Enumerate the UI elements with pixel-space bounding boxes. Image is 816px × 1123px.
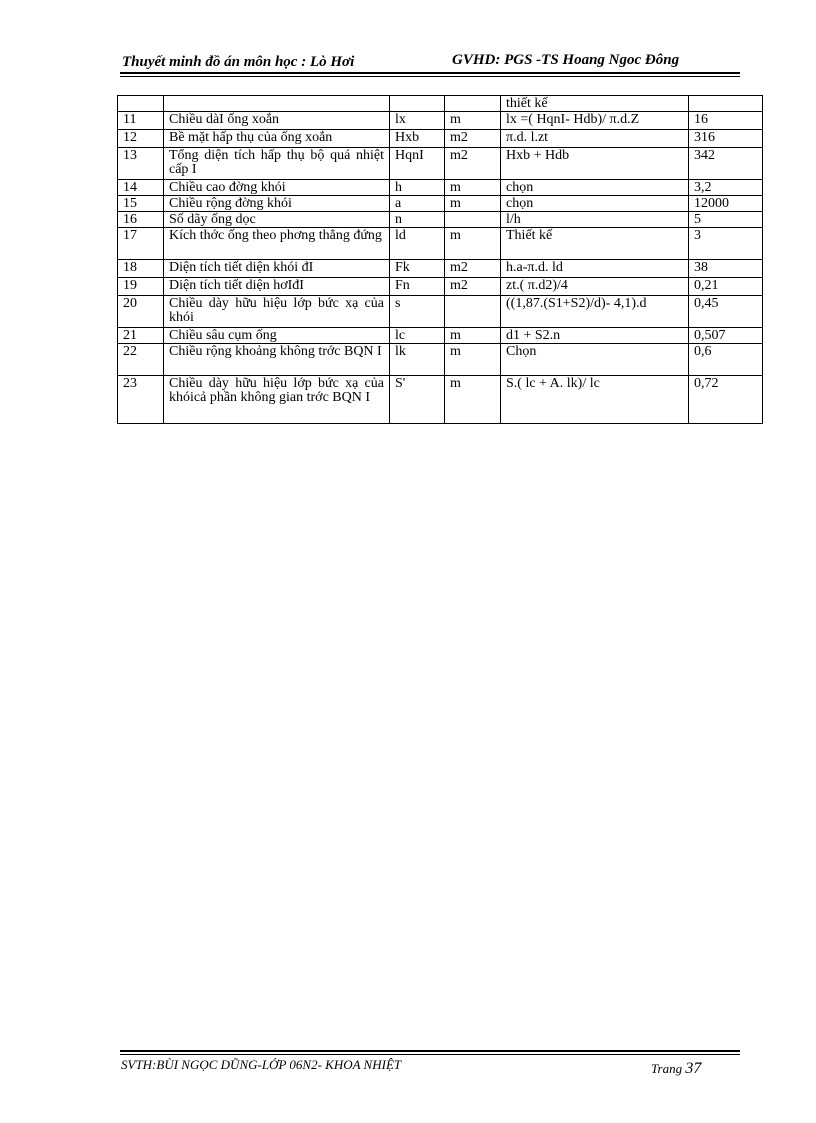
cell-description: Số dãy ống dọc	[164, 212, 390, 228]
cell-description: Kích thớc ống theo phơng thẳng đứng	[164, 228, 390, 260]
calculation-table	[117, 95, 763, 424]
cell-description: Chiều rộng khoảng không trớc BQN I	[164, 344, 390, 376]
header-rule-thick	[120, 72, 740, 74]
cell-value: 3,2	[689, 180, 763, 196]
table-row	[118, 130, 763, 148]
cell-formula: S.( lc + A. lk)/ lc	[501, 376, 689, 424]
table-row	[118, 296, 763, 328]
table-row	[118, 344, 763, 376]
cell-value: 5	[689, 212, 763, 228]
cell-value: 16	[689, 112, 763, 130]
cell-number: 19	[118, 278, 164, 296]
header-supervisor-name: TS Hoang Ngoc Đông	[541, 52, 680, 68]
cell-symbol: s	[390, 296, 445, 328]
cell-number: 22	[118, 344, 164, 376]
cell-number: 12	[118, 130, 164, 148]
footer-page	[651, 1060, 701, 1078]
cell-symbol: Hxb	[390, 130, 445, 148]
cell-value: 0,72	[689, 376, 763, 424]
cell-unit: m	[445, 112, 501, 130]
cell-description: Bề mặt hấp thụ của ống xoắn	[164, 130, 390, 148]
cell-unit: m2	[445, 148, 501, 180]
cell-symbol: Fk	[390, 260, 445, 278]
cell-symbol: S'	[390, 376, 445, 424]
cell-unit	[445, 96, 501, 112]
cell-description: Chiều sâu cụm ống	[164, 328, 390, 344]
cell-number: 21	[118, 328, 164, 344]
cell-formula: Chọn	[501, 344, 689, 376]
cell-number: 11	[118, 112, 164, 130]
cell-number	[118, 96, 164, 112]
cell-description: Diện tích tiết diện hơIđI	[164, 278, 390, 296]
cell-formula: h.a-π.d. ld	[501, 260, 689, 278]
page-header	[120, 48, 740, 72]
cell-symbol: n	[390, 212, 445, 228]
cell-symbol	[390, 96, 445, 112]
cell-value: 342	[689, 148, 763, 180]
cell-value	[689, 96, 763, 112]
cell-formula: d1 + S2.n	[501, 328, 689, 344]
table-row	[118, 260, 763, 278]
cell-unit: m2	[445, 260, 501, 278]
calculation-table-body	[118, 96, 763, 424]
cell-formula: Hxb + Hdb	[501, 148, 689, 180]
footer-rule-thin	[120, 1054, 740, 1055]
cell-symbol: lc	[390, 328, 445, 344]
table-row	[118, 328, 763, 344]
cell-description: Tổng diện tích hấp thụ bộ quá nhiệt cấp I	[164, 148, 390, 180]
header-rule-thin	[120, 76, 740, 77]
header-title: Thuyết minh đồ án môn học : Lò Hơi	[122, 54, 355, 70]
cell-description: Chiều cao đờng khói	[164, 180, 390, 196]
cell-number: 15	[118, 196, 164, 212]
cell-unit: m	[445, 376, 501, 424]
cell-value: 12000	[689, 196, 763, 212]
cell-number: 13	[118, 148, 164, 180]
cell-formula: chọn	[501, 180, 689, 196]
table-row	[118, 96, 763, 112]
header-supervisor-prefix: GVHD: PGS -	[452, 52, 542, 68]
cell-symbol: lx	[390, 112, 445, 130]
table-row	[118, 228, 763, 260]
cell-number: 18	[118, 260, 164, 278]
cell-formula: zt.( π.d2)/4	[501, 278, 689, 296]
cell-number: 14	[118, 180, 164, 196]
cell-description: Diện tích tiết diện khói đI	[164, 260, 390, 278]
cell-unit: m2	[445, 130, 501, 148]
cell-number: 23	[118, 376, 164, 424]
cell-unit: m	[445, 228, 501, 260]
table-row	[118, 196, 763, 212]
cell-formula: chọn	[501, 196, 689, 212]
cell-unit: m	[445, 196, 501, 212]
header-supervisor	[452, 52, 679, 69]
cell-value: 0,6	[689, 344, 763, 376]
footer-student: SVTH:BÙI NGỌC DŨNG-LỚP 06N2- KHOA NHIỆT	[121, 1057, 402, 1072]
footer-page-label: Trang	[651, 1061, 683, 1076]
cell-formula: l/h	[501, 212, 689, 228]
cell-symbol: h	[390, 180, 445, 196]
cell-value: 0,507	[689, 328, 763, 344]
cell-formula: thiết kế	[501, 96, 689, 112]
cell-symbol: ld	[390, 228, 445, 260]
cell-symbol: a	[390, 196, 445, 212]
cell-number: 20	[118, 296, 164, 328]
cell-symbol: Fn	[390, 278, 445, 296]
cell-symbol: HqnI	[390, 148, 445, 180]
cell-description	[164, 96, 390, 112]
cell-value: 316	[689, 130, 763, 148]
cell-description: Chiều rộng đờng khói	[164, 196, 390, 212]
table-row	[118, 278, 763, 296]
cell-formula: lx =( HqnI- Hdb)/ π.d.Z	[501, 112, 689, 130]
cell-unit: m	[445, 344, 501, 376]
footer-page-number: 37	[685, 1060, 702, 1077]
cell-symbol: lk	[390, 344, 445, 376]
cell-description: Chiều dàI ống xoắn	[164, 112, 390, 130]
table-row	[118, 112, 763, 130]
cell-formula: Thiết kế	[501, 228, 689, 260]
cell-value: 3	[689, 228, 763, 260]
cell-formula: ((1,87.(S1+S2)/d)- 4,1).d	[501, 296, 689, 328]
cell-description: Chiều dày hữu hiệu lớp bức xạ của khóicả phần không gian trớc BQN I	[164, 376, 390, 424]
cell-number: 16	[118, 212, 164, 228]
cell-value: 0,21	[689, 278, 763, 296]
cell-unit: m	[445, 180, 501, 196]
cell-value: 0,45	[689, 296, 763, 328]
cell-number: 17	[118, 228, 164, 260]
footer-rule-thick	[120, 1050, 740, 1052]
cell-value: 38	[689, 260, 763, 278]
cell-unit	[445, 212, 501, 228]
cell-description: Chiều dày hữu hiệu lớp bức xạ của khói	[164, 296, 390, 328]
table-row	[118, 212, 763, 228]
cell-unit	[445, 296, 501, 328]
table-row	[118, 180, 763, 196]
table-row	[118, 376, 763, 424]
table-row	[118, 148, 763, 180]
cell-unit: m2	[445, 278, 501, 296]
cell-unit: m	[445, 328, 501, 344]
cell-formula: π.d. l.zt	[501, 130, 689, 148]
